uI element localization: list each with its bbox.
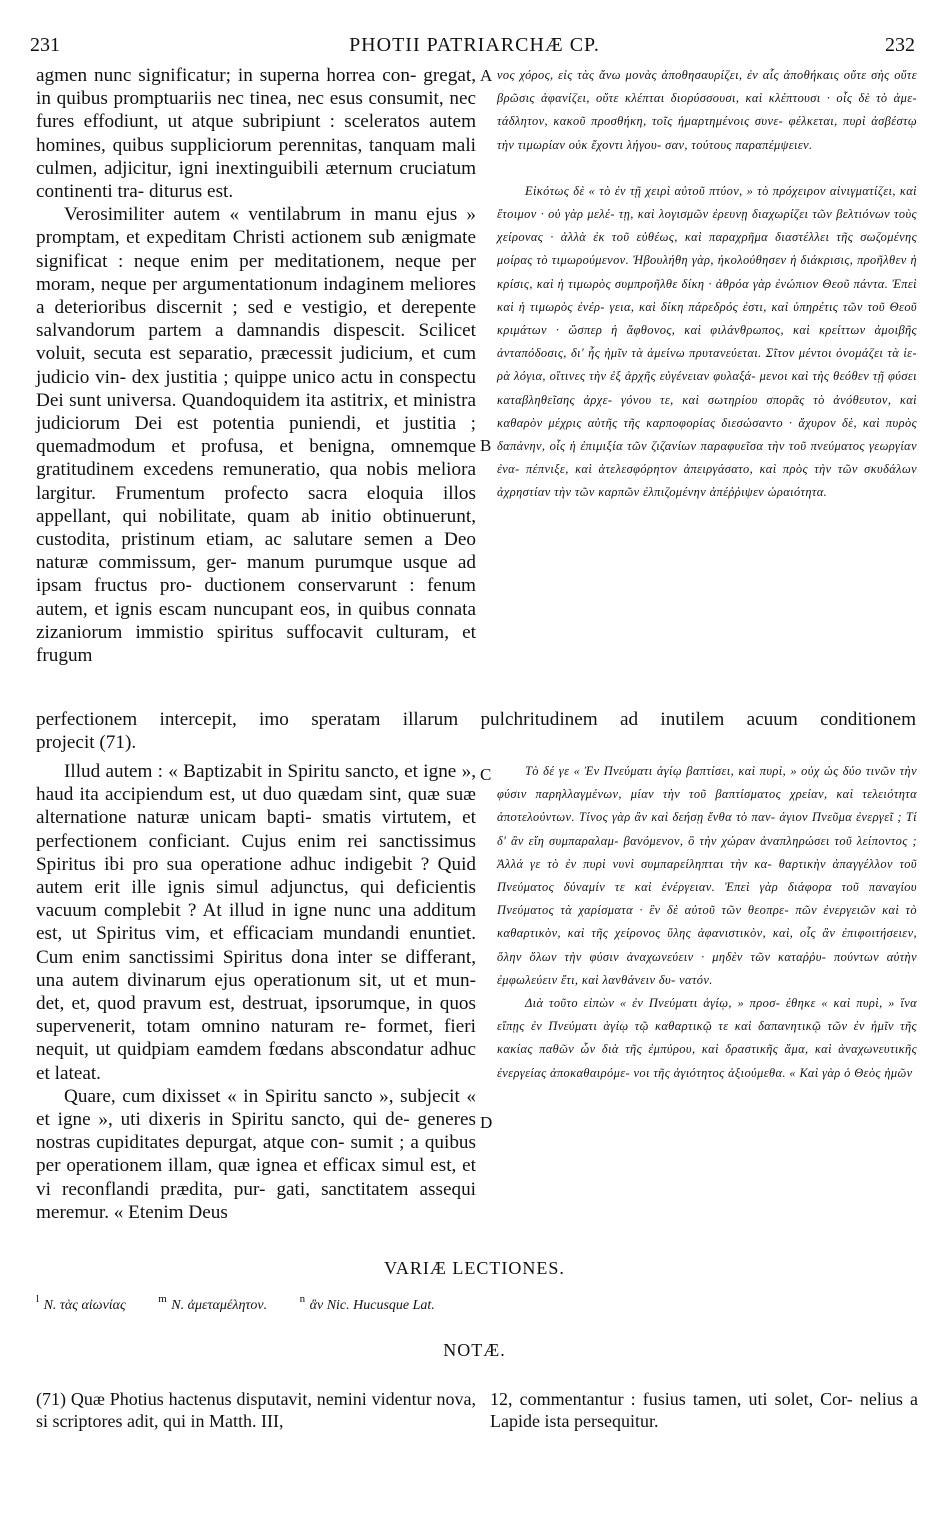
left-page-number: 231 <box>30 34 60 56</box>
variant-mark: m <box>158 1293 167 1305</box>
greek-paragraph: Εἰκότως δὲ « τὸ ἐν τῇ χειρὶ αὐτοῦ πτύον, » τὸ πρόχειρον αἰνιγματίζει, καὶ ἕτοιμον · οὐ γὰρ μελέ- τῃ, καὶ λογισμῶν ἐρευνῃ διαχωρίζει τῶν βελτιόνων τοὺς χείρονας · ἀλλὰ ἐκ τοῦ εὐθέως, καὶ παραχρῆμα διαστέλλει τῆς σωζομένης μοίρας τὸ τιμωρούμενον. Ἠβουλήθη γὰρ, ἠκολούθησεν ἡ διάκρισις, προῆλθεν ἡ κρίσις, καὶ ἡ τιμωρὸς συμπροῆλθε δίκη · ἀθρόα γὰρ ἐνώπιον Θεοῦ πάντα. Ἐπεὶ καὶ ἡ τιμωρὸς ἐνέρ- γεια, καὶ δίκη πάρεδρός ἐστι, καὶ ὑπηρέτις τῶν τοῦ Θεοῦ κριμάτων · ὥσπερ ἡ ἄφθονος, καὶ φιλάνθρωπος, καὶ κρείττων ἀμοιβῆς ἀνταπόδοσις, δι' ἧς ἡμῖν τὰ ἀμείνω πρυτανεύεται. Σῖτον μέντοι ὀνομάζει τὰ ἱε- ρὰ λόγια, οἵτινες τὴν ἐξ ἀρχῆς εὐγένειαν φυλαξά- μενοι καὶ τὴς θεόθεν τῇ φύσει καταβληθεῖσης ἀρχε- γόνου τε, καὶ σωτηρίου σπορᾶς τὸ ἀνόθευτον, καὶ καθαρὸν μέχρις αὐτῆς τῆς καρποφορίας διεσώσαντο · ἄχυρον δὲ, καὶ πυρὸς δαπάνην, οἷς ἡ ἐπιμιξία τῶν ζιζανίων παραφυεῖσα τὴν τοῦ πνεύματος γεωργίαν ἐνα- πέπνιξε, καὶ ἀτελεσφόρητον ἀπειργάσατο, καὶ πρὸς τὴν τῶν σκυδάλων ἀχρηστίαν τὴν τῶν καρπῶν ἐλπιζομένην ἀπέῤῥιψεν ὡραιότητα. <box>497 183 917 500</box>
variae-lectiones-title: VARIÆ LECTIONES. <box>384 1258 565 1278</box>
running-header: PHOTII PATRIARCHÆ CP. <box>349 34 600 56</box>
variant-mark: n <box>299 1293 306 1305</box>
margin-mark: B <box>480 436 492 455</box>
bridge-line-end: projecit (71). <box>36 732 137 753</box>
bridge-line: perfectionem intercepit, imo speratam illarum pulchritudinem ad inutilem acuum conditionem <box>36 709 916 730</box>
note-left: (71) Quæ Photius hactenus disputavit, nemini videntur nova, si scriptores adit, qui in Matth. III, <box>36 1389 476 1431</box>
margin-mark: C <box>480 765 492 784</box>
greek-paragraph: νος χόρος, εἰς τὰς ἄνω μονὰς ἀποθησαυρίζει, ἐν αἷς ἀποθήκαις οὔτε σὴς οὔτε βρῶσις ἀφανίζει, οὔτε κλέπται διορύσσουσι, καὶ κλέπτουσι · οἷς δὲ τὸ ἀμε- τάδλητον, κακοῦ προσθήκη, τοῖς ἡμαρτημένοις συνε- φέλκεται, πυρὶ ἀσβέστῳ τὴν τιμωρίαν οὐκ ἔχοντι λήγου- σαν, τούτους παραπέμψειεν. <box>497 68 917 152</box>
variant-reading <box>158 1293 281 1313</box>
notae-title: NOTÆ. <box>443 1340 506 1360</box>
latin-paragraph: Verosimiliter autem « ventilabrum in manu ejus » promptam, et expeditam Christi actionem sub ænigmate significat : neque enim per meditationem, neque per moram, neque per argumentationum indaginem meliores a deterioribus discernit ; sed e vestigio, et derepente salvandorum partem a damnandis dispescit. Scilicet voluit, secuta est separatio, præcessit judicium, et cum judicio vin- dex justitia ; quippe unico actu in conspectu Dei sunt universa. Quandoquidem ita astitrix, et ministra judiciorum Dei est potentia puniendi, et justitia ; quemadmodum et profusa, et benigna, omnemque gratitudinem excedens remuneratio, qua nobis meliora largitur. Frumentum profecto sacra eloquia illos appellant, qui nobilitate, quam ab initio obtinuerunt, custodita, pristinum etiam, ac salutare semen a Deo naturæ commissum, ger- manum purumque usque ad ipsam fructus pro- ductionem conservarunt : fenum autem, et ignis escam nuncupant eos, in quibus connata zizaniorum immistio spiritus suffocavit culturam, et frugum <box>36 204 476 667</box>
variant-reading <box>36 1293 140 1313</box>
variant-text: ἂν Nic. Hucusque Lat. <box>309 1298 435 1313</box>
variae-lectiones <box>36 1293 463 1314</box>
latin-column-top <box>36 64 476 667</box>
latin-column-bottom <box>36 760 476 1224</box>
greek-paragraph: Διὰ τοῦτο εἰπὼν « ἐν Πνεύματι ἁγίῳ, » προσ- έθηκε « καὶ πυρὶ, » ἵνα εἴπῃς ἐν Πνεύματι ἁγίῳ τῷ καθαρτικῷ τε καὶ δαπανητικῷ τῶν ἐν ἡμῖν τῆς κακίας παθῶν ὧν διὰ τῆς ἐμπύρου, καὶ δραστικῆς ἅμα, καὶ ἀναχωνευτικῆς ἐνεργείας ἀποκαθαιρόμε- νοι τῆς ἁγιότητος ἀξιούμεθα. « Καὶ γὰρ ὁ Θεὸς ἡμῶν <box>497 996 917 1080</box>
latin-paragraph: agmen nunc significatur; in superna horrea con- gregat, in quibus promptuariis nec tinea, nec esus consumit, nec fures effodiunt, ut atque subripiunt : sceleratos autem homines, quibus suppliciorum perennitas, tanquam mali culmen, adjicitur, igni inextinguibili æternum cruciatum continenti tra- diturus est. <box>36 65 476 203</box>
latin-paragraph: Illud autem : « Baptizabit in Spiritu sancto, et igne », haud ita accipiendum est, ut duo quædam sint, quæ suæ alternatione naturæ unicam bapti- smatis virtutem, et perfectionem conficiant. Cujus enim rei sanctissimus Spiritus ibi pro sua operatione adhuc indigebit ? Quid autem erit ille ignis simul adjunctus, qui deficientis vacuum complebit ? At illud in igne nunc una additum est, ut Spiritus vim, et efficaciam mundandi enuntiet. Cum enim sanctissimi Spiritus dona inter se differant, una autem divinarum ejus operationum sit, ut et mun- det, et, quod pravum est, destruat, ipsorumque, in quos supervenerit, totam omnino naturam re- formet, fieri nequit, ut quidpiam eamdem fœdans abscondatur adhuc et lateat. <box>36 761 476 1084</box>
note-right: 12, commentantur : fusius tamen, uti solet, Cor- nelius a Lapide ista persequitur. <box>490 1389 918 1431</box>
margin-mark: D <box>480 1113 493 1132</box>
margin-mark: A <box>480 66 493 85</box>
greek-paragraph: Τὸ δέ γε « Ἐν Πνεύματι ἁγίῳ βαπτίσει, καὶ πυρὶ, » οὐχ ὡς δύο τινῶν τὴν φύσιν παρηλλαγμένων, μίαν τὴν τοῦ βαπτίσματος χρείαν, καὶ τελειότητα ἀποτελούντων. Τίνος γὰρ ἂν καὶ δεήσῃ ἔνθα τὸ παν- άγιον Πνεῦμα ἐνεργεῖ ; Τί δ' ἂν εἴη συμπαραλαμ- βανόμενον, ὃ τὴν χώραν ἀναπληρώσει τοῦ λείποντος ; Ἀλλά γε τὸ ἐν πυρὶ νυνὶ συμπαρείληπται τὴν κα- θαρτικὴν ἀπαγγέλλον τοῦ Πνεύματος δύναμίν τε καὶ ἐνέργειαν. Ἐπεὶ γὰρ διάφορα τοῦ παναγίου Πνεύματος τὰ χαρίσματα · ἓν δὲ αὐτοῦ τῶν θεοπρε- πῶν ἐνεργειῶν καὶ τὸ καθαρτικὸν, καὶ τῆς χείρονος ὕλης ἀφανιστικὸν, καὶ, οἷς ἂν ἐπιφοιτήσειεν, ὅλην ὅλων τὴν φύσιν ἀναχωνεύειν · μηδὲν τῶν καταῤῥυ- πούντων αὐτὴν ἐμφωλεύειν ἔτι, καὶ λανθάνειν δυ- νατόν. <box>497 764 917 987</box>
greek-column-top <box>497 64 917 505</box>
latin-paragraph: Quare, cum dixisset « in Spiritu sancto », subjecit « et igne », uti dixeris in Spiritu sancto, qui de- generes nostras cupiditates depurgat, atque con- sumit ; a quibus per operationem illam, quæ ignea et efficax simul est, et vi reconflandi prædita, pur- gati, sanctitatem assequi meremur. « Etenim Deus <box>36 1085 476 1223</box>
greek-column-bottom <box>497 760 917 1085</box>
variant-mark: l <box>36 1293 40 1305</box>
variant-text: N. ἀμεταμέλητον. <box>171 1298 268 1313</box>
right-page-number: 232 <box>885 34 915 56</box>
variant-text: N. τὰς αἰωνίας <box>43 1298 126 1313</box>
variant-reading <box>300 1293 449 1313</box>
